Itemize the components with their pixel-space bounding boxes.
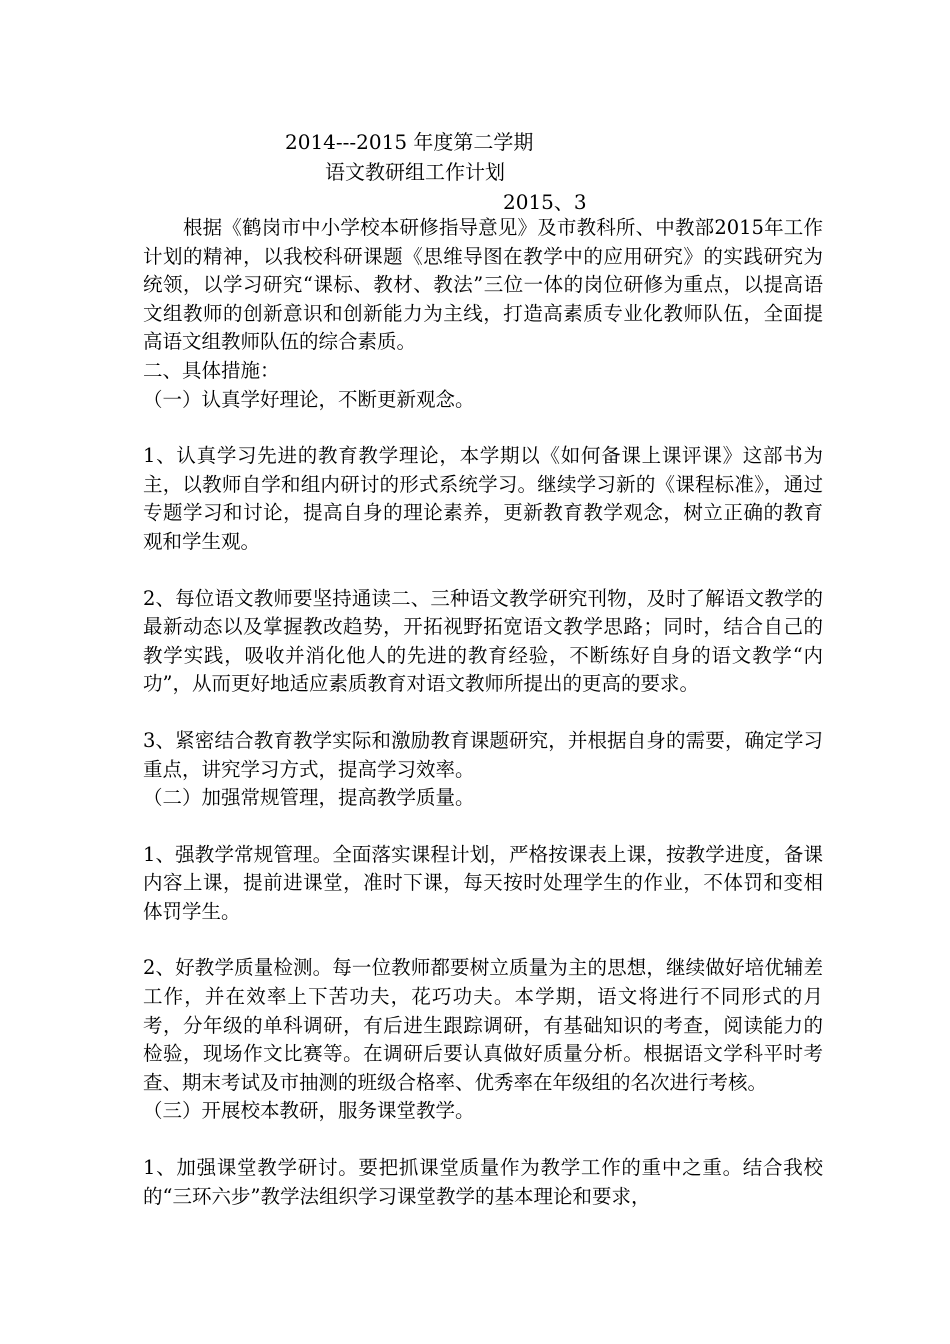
document-body [143,214,823,1211]
document-title-term: 2014---2015 年度第二学期 [285,130,534,154]
part1-item2: 2、每位语文教师要坚持通读二、三种语文教学研究刊物，及时了解语文教学的最新动态以及掌握教改趋势，开拓视野拓宽语文教学思路；同时，结合自己的教学实践，吸收并消化他人的先进的教育经验，不断练好自身的语文教学“内功”，从而更好地适应素质教育对语文教师所提出的更高的要求。 [143,586,823,696]
document-date: 2015、3 [503,190,587,214]
intro-paragraph: 根据《鹤岗市中小学校本研修指导意见》及市教科所、中教部2015年工作计划的精神，以我校科研课题《思维导图在教学中的应用研究》的实践研究为统领，以学习研究“课标、教材、教法”三位一体的岗位研修为重点，以提高语文组教师的创新意识和创新能力为主线，打造高素质专业化教师队伍，全面提高语文组教师队伍的综合素质。 [143,216,823,354]
part1-item1: 1、认真学习先进的教育教学理论，本学期以《如何备课上课评课》这部书为主，以教师自学和组内研讨的形式系统学习。继续学习新的《课程标准》，通过专题学习和讨论，提高自身的理论素养，更新教育教学观念，树立正确的教育观和学生观。 [143,444,823,553]
part2-item1: 1、强教学常规管理。全面落实课程计划，严格按课表上课，按教学进度，备课内容上课，提前进课堂，准时下课，每天按时处理学生的作业，不体罚和变相体罚学生。 [143,842,823,923]
part1-item3: 3、紧密结合教育教学实际和激励教育课题研究，并根据自身的需要，确定学习重点，讲究学习方式，提高学习效率。 [143,728,823,781]
part2-item2: 2、好教学质量检测。每一位教师都要树立质量为主的思想，继续做好培优辅差工作，并在效率上下苦功夫，花巧功夫。本学期，语文将进行不同形式的月考，分年级的单科调研，有后进生跟踪调研，有基础知识的考查，阅读能力的检验，现场作文比赛等。在调研后要认真做好质量分析。根据语文学科平时考查、期末考试及市抽测的班级合格率、优秀率在年级组的名次进行考核。 [143,956,823,1094]
section-heading-measures: 二、具体措施： [143,358,280,382]
document-title: 语文教研组工作计划 [325,160,505,184]
part1-heading: （一）认真学好理论，不断更新观念。 [143,387,475,411]
part3-heading: （三）开展校本教研，服务课堂教学。 [143,1099,475,1123]
part3-item1: 1、加强课堂教学研讨。要把抓课堂质量作为教学工作的重中之重。结合我校的“三环六步”教学法组织学习课堂教学的基本理论和要求， [143,1156,823,1208]
part2-heading: （二）加强常规管理，提高教学质量。 [143,786,475,810]
